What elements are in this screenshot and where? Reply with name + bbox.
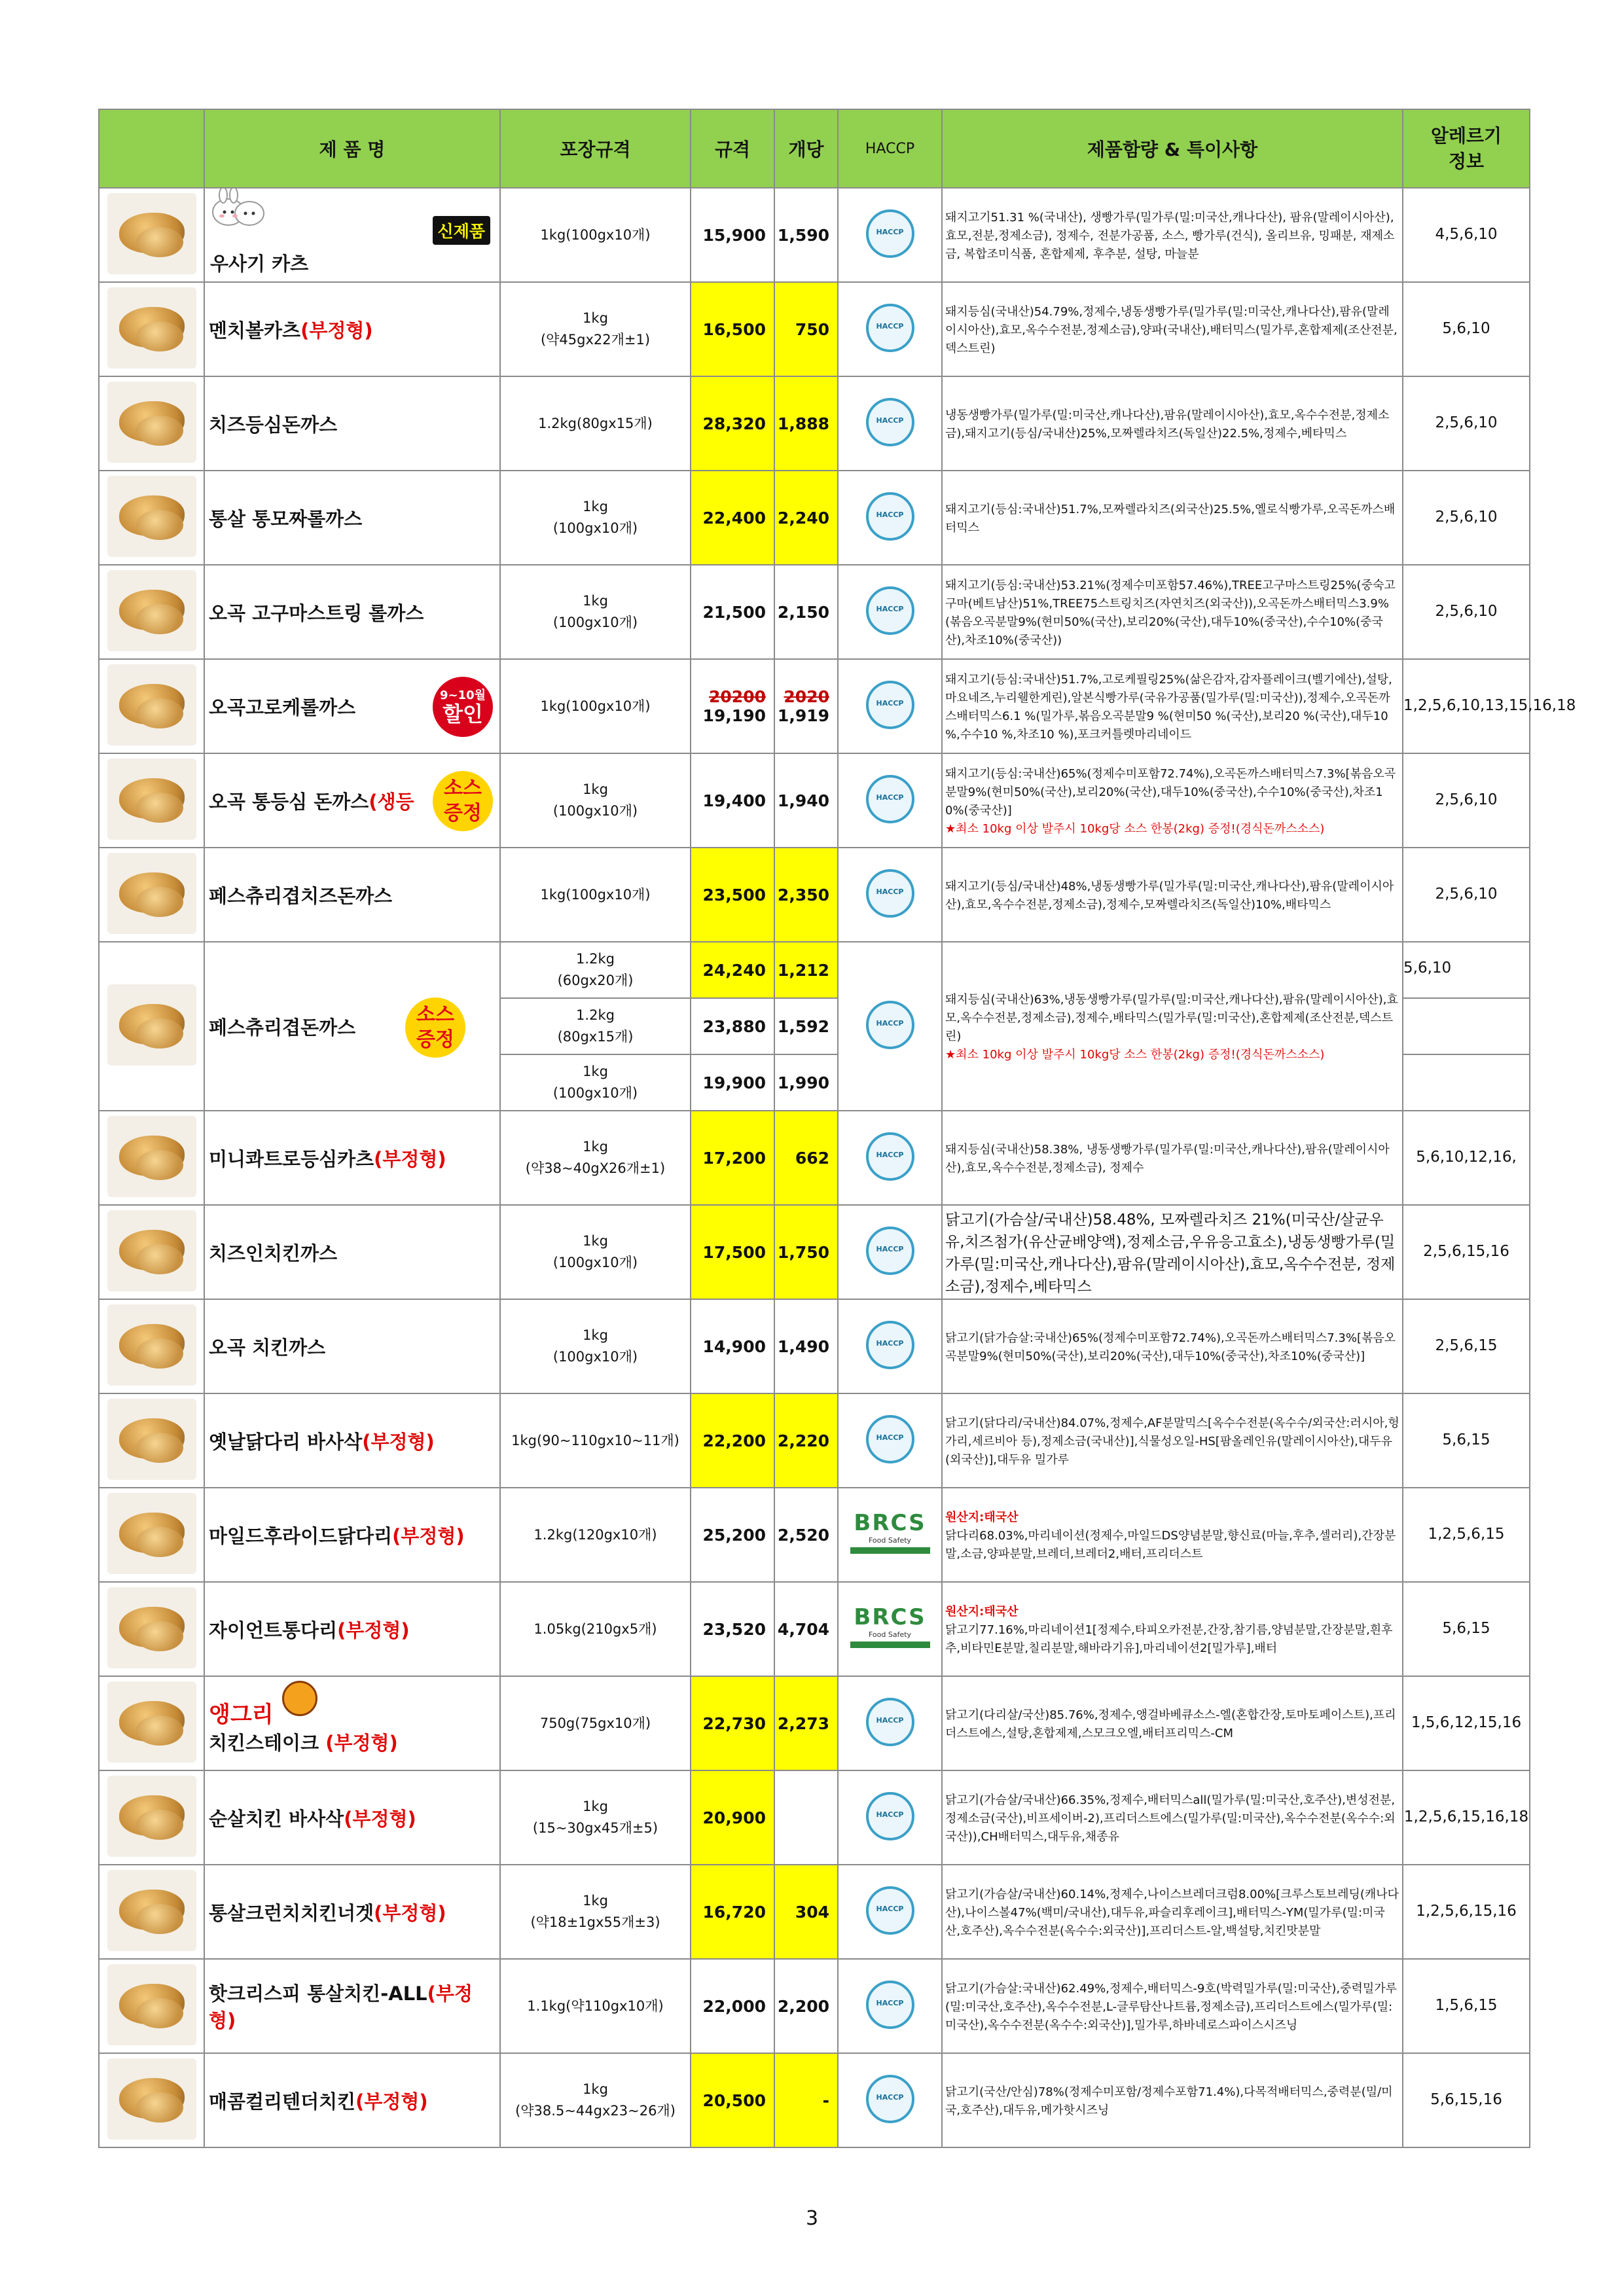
product-image-cell bbox=[99, 471, 204, 565]
price: 17,200 bbox=[691, 1111, 774, 1205]
haccp-mark-icon: HACCP bbox=[866, 1321, 914, 1369]
pack-spec: 1kg (100gx10개) bbox=[500, 565, 691, 659]
header-name: 제 품 명 bbox=[204, 109, 500, 188]
product-image-cell bbox=[99, 1582, 204, 1676]
product-photo bbox=[107, 287, 196, 368]
product-image-cell bbox=[99, 1770, 204, 1865]
header-unit: 개당 bbox=[774, 109, 838, 188]
price: 23,880 bbox=[691, 998, 774, 1054]
pack-spec: 1kg (약38.5~44gx23~26개) bbox=[500, 2053, 691, 2147]
certification-cell bbox=[838, 1205, 942, 1299]
old-unit-price: 2020 bbox=[784, 687, 829, 706]
product-desc: 닭고기(닭다리/국내산)84.07%,정제수,AF분말믹스[옥수수전분(옥수수/외국산:러시아,헝가리,세르비아 등),정제소금(국내산)],식물성오일-HS[팜올레인유(말레이시아산),대두유(외국산)],대두유 밀가루 bbox=[942, 1393, 1403, 1488]
price: 19,900 bbox=[691, 1054, 774, 1111]
price: 22,730 bbox=[691, 1676, 774, 1770]
product-image-cell bbox=[99, 1676, 204, 1770]
product-name: 미니콰트로등심카츠 bbox=[209, 1147, 374, 1170]
product-name: 통살 통모짜롤까스 bbox=[209, 507, 363, 530]
certification-cell bbox=[838, 1488, 942, 1582]
product-name: 마일드후라이드닭다리 bbox=[209, 1524, 393, 1547]
table-row bbox=[99, 565, 1530, 659]
product-photo bbox=[107, 1776, 196, 1857]
shape-tag: (부정형) bbox=[374, 1901, 446, 1924]
price: 20,900 bbox=[691, 1770, 774, 1865]
price: 22,000 bbox=[691, 1959, 774, 2053]
brand-angry: 앵그리 bbox=[209, 1702, 274, 1728]
unit-price bbox=[774, 1770, 838, 1865]
pack-spec: 1kg (100gx10개) bbox=[500, 1054, 691, 1111]
product-photo bbox=[107, 1304, 196, 1386]
haccp-mark-icon: HACCP bbox=[866, 1886, 914, 1935]
promo-note: ★최소 10kg 이상 발주시 10kg당 소스 한봉(2kg) 증정!(경식돈까스소스) bbox=[945, 821, 1325, 836]
allergy-info: 1,2,5,6,15,16,18 bbox=[1403, 1770, 1530, 1865]
product-desc: 원산지:태국산 닭고기77.16%,마리네이션1[정제수,타피오카전분,간장,참기름,양념분말,간장분말,흰후추,비타민E분말,칠리분말,해바라기유],마리네이션2[밀가루],배터 bbox=[942, 1582, 1403, 1676]
product-name: 페스츄리겹치즈돈까스 bbox=[209, 884, 393, 907]
price: 25,200 bbox=[691, 1488, 774, 1582]
product-desc: 돼지고기51.31 %(국내산), 생빵가루(밀가루(밀:미국산,캐나다산), 팜유(말레이시아산),효모,전분,정제소금), 정제수, 전분가공품, 소스, 빵가루(건식), 올리브유, 밍패분, 재제소금, 복합조미식품, 혼합제제, 후추분, 설탕, 마늘분 bbox=[942, 188, 1403, 282]
certification-cell bbox=[838, 376, 942, 471]
allergy-info: 1,2,5,6,10,13,15,16,18 bbox=[1403, 659, 1530, 753]
product-table bbox=[98, 109, 1576, 2148]
pack-spec: 1kg (100gx10개) bbox=[500, 1205, 691, 1299]
certification-cell bbox=[838, 1770, 942, 1865]
product-photo bbox=[107, 1681, 196, 1763]
shape-tag: (부정형) bbox=[344, 1807, 416, 1830]
product-name-cell bbox=[204, 848, 500, 942]
table-row bbox=[99, 1111, 1530, 1205]
haccp-mark-icon: HACCP bbox=[866, 1132, 914, 1181]
shape-tag: (부정형) bbox=[337, 1619, 410, 1641]
certification-cell bbox=[838, 188, 942, 282]
product-name-cell bbox=[204, 565, 500, 659]
product-name-cell bbox=[204, 753, 500, 848]
price: 17,500 bbox=[691, 1205, 774, 1299]
product-image-cell bbox=[99, 659, 204, 753]
haccp-mark-icon: HACCP bbox=[866, 1981, 914, 2029]
unit-price: 1,212 bbox=[774, 942, 838, 998]
product-name: 오곡 고구마스트링 롤까스 bbox=[209, 601, 424, 624]
product-name: 멘치볼카츠 bbox=[209, 319, 301, 342]
sauce-gift-badge: 소스 증정 bbox=[405, 997, 465, 1058]
price: 23,520 bbox=[691, 1582, 774, 1676]
header-pack: 포장규격 bbox=[500, 109, 691, 188]
unit-price: 2,273 bbox=[774, 1676, 838, 1770]
allergy-empty bbox=[1403, 1054, 1530, 1111]
product-image-cell bbox=[99, 1205, 204, 1299]
product-image-cell bbox=[99, 1959, 204, 2053]
product-name-cell bbox=[204, 1770, 500, 1865]
table-row bbox=[99, 282, 1530, 376]
table-row bbox=[99, 188, 1530, 282]
pack-spec: 1kg (100gx10개) bbox=[500, 471, 691, 565]
haccp-mark-icon: HACCP bbox=[866, 586, 914, 635]
table-header-row bbox=[99, 109, 1530, 188]
table-row bbox=[99, 659, 1530, 753]
table-row bbox=[99, 1959, 1530, 2053]
shape-tag: (부정형) bbox=[355, 2090, 428, 2113]
unit-price: 2,240 bbox=[774, 471, 838, 565]
product-desc: 닭고기(가슴살/국내산)60.14%,정제수,나이스브레더크럼8.00%[크루스토브레딩(캐나다산),나이스볼47%(백미/국내산),대두유,파슬리후레이크],배터믹스-YM(밀가루(밀:미국산,호주산),옥수수전분(옥수수:외국산)],프리더스트-알,백설탕,치킨맛분말 bbox=[942, 1865, 1403, 1959]
product-desc: 닭고기(가슴살/국내산)66.35%,정제수,배터믹스all(밀가루(밀:미국산,호주산),변성전분,정제소금(국산),비프세이버-2),프리더스트에스(밀가루(밀:미국산),옥수수전분(옥수수:외국산)),CH배터믹스,대두유,채종유 bbox=[942, 1770, 1403, 1865]
haccp-mark-icon: HACCP bbox=[866, 304, 914, 352]
sauce-gift-badge: 소스 증정 bbox=[433, 771, 493, 831]
page-number: 3 bbox=[805, 2207, 819, 2230]
product-name-cell bbox=[204, 2053, 500, 2147]
pack-spec: 750g(75gx10개) bbox=[500, 1676, 691, 1770]
angry-logo-icon bbox=[282, 1681, 317, 1716]
price: 15,900 bbox=[691, 188, 774, 282]
product-desc: 돼지고기(등심:국내산)65%(정제수미포함72.74%),오곡돈까스배터믹스7.3%[볶음오곡분말9%(현미50%(국산),보리20%(국산),대두10%(중국산),수수10%(중국산),차조10%(중국산)] ★최소 10kg 이상 발주시 10kg당 소스 한봉(2kg) 증정!(경식돈까스소스) bbox=[942, 753, 1403, 848]
allergy-info: 2,5,6,10 bbox=[1403, 848, 1530, 942]
product-name-cell bbox=[204, 659, 500, 753]
product-photo bbox=[107, 759, 196, 840]
product-name-cell bbox=[204, 1393, 500, 1488]
unit-price: 2,200 bbox=[774, 1959, 838, 2053]
price: 14,900 bbox=[691, 1299, 774, 1393]
allergy-info: 1,2,5,6,15,16 bbox=[1403, 1865, 1530, 1959]
product-desc: 돼지고기(등심:국내산)51.7%,모짜렐라치즈(외국산)25.5%,옐로식빵가루,오곡돈까스배터믹스 bbox=[942, 471, 1403, 565]
haccp-mark-icon: HACCP bbox=[866, 1415, 914, 1463]
product-photo bbox=[107, 1116, 196, 1197]
certification-cell bbox=[838, 1582, 942, 1676]
product-desc: 닭고기(다리살/국산)85.76%,정제수,앵걸바베큐소스-엘(혼합간장,토마토페이스트),프리더스트에스,설탕,혼합제제,스모크오엘,배터프리믹스-CM bbox=[942, 1676, 1403, 1770]
product-name: 순살치킨 바사삭 bbox=[209, 1807, 344, 1830]
unit-price: 662 bbox=[774, 1111, 838, 1205]
product-desc: 닭고기(가슴살/국내산)58.48%, 모짜렐라치즈 21%(미국산/살균우유,치즈첨가(유산균배양액),정제소금,우유응고효소),냉동생빵가루(밀가루(밀:미국산,캐나다산),팜유(말레이시아산),효모,옥수수전분, 정제소금),정제수,베타믹스 bbox=[942, 1205, 1403, 1299]
pack-spec: 1kg(100gx10개) bbox=[500, 659, 691, 753]
product-photo bbox=[107, 1964, 196, 2045]
product-name-cell bbox=[204, 1676, 500, 1770]
product-desc: 냉동생빵가루(밀가루(밀:미국산,캐나다산),팜유(말레이시아산),효모,옥수수전분,정제소금),돼지고기(등심/국내산)25%,모짜렐라치즈(독일산)22.5%,정제수,베타믹스 bbox=[942, 376, 1403, 471]
table-row bbox=[99, 848, 1530, 942]
allergy-info: 1,5,6,12,15,16 bbox=[1403, 1676, 1530, 1770]
allergy-info: 5,6,10,12,16, bbox=[1403, 1111, 1530, 1205]
allergy-info: 1,5,6,15 bbox=[1403, 1959, 1530, 2053]
haccp-mark-icon: HACCP bbox=[866, 775, 914, 823]
haccp-mark-icon: HACCP bbox=[866, 492, 914, 541]
product-name: 자이언트통다리 bbox=[209, 1619, 338, 1641]
pack-spec: 1kg(90~110gx10~11개) bbox=[500, 1393, 691, 1488]
allergy-info: 5,6,15,16 bbox=[1403, 2053, 1530, 2147]
allergy-info: 1,2,5,6,15 bbox=[1403, 1488, 1530, 1582]
unit-price: 1,590 bbox=[774, 188, 838, 282]
allergy-info: 5,6,15 bbox=[1403, 1582, 1530, 1676]
price: 20,500 bbox=[691, 2053, 774, 2147]
product-photo bbox=[107, 2058, 196, 2140]
allergy-info: 2,5,6,15 bbox=[1403, 1299, 1530, 1393]
price: 22,200 bbox=[691, 1393, 774, 1488]
allergy-info: 5,6,10 bbox=[1403, 942, 1530, 998]
product-photo bbox=[107, 853, 196, 934]
shape-tag: (부정형) bbox=[300, 319, 373, 342]
product-photo bbox=[107, 193, 196, 274]
product-image-cell bbox=[99, 1865, 204, 1959]
origin-label: 원산지:태국산 bbox=[945, 1511, 1019, 1525]
origin-label: 원산지:태국산 bbox=[945, 1605, 1019, 1619]
product-desc: 돼지고기(등심:국내산)51.7%,고로케필링25%(삶은감자,감자플레이크(벨기에산),설탕,마요네즈,누리웰한게린),알본식빵가루(국유가공품(밀가루(밀:미국산)),정제수,오곡돈까스배터믹스6.1 %(밀가루,볶음오곡분말9 %(현미50 %(국산),보리20 %(국산),대두10 %,수수10 %,차조10 %),포크커틀렛마리네이드 bbox=[942, 659, 1403, 753]
product-desc: 돼지등심(국내산)54.79%,정제수,냉동생빵가루(밀가루(밀:미국산,캐나다산),팜유(말레이시아산),효모,옥수수전분,정제소금),양파(국내산),배터믹스(밀가루,혼합제제(조산전분,덱스트린) bbox=[942, 282, 1403, 376]
header-allergy: 알레르기 정보 bbox=[1403, 109, 1530, 188]
product-name: 매콤컬리텐더치킨 bbox=[209, 2090, 356, 2113]
product-name: 페스츄리겹돈까스 bbox=[209, 1016, 356, 1039]
product-name-cell bbox=[204, 1582, 500, 1676]
table-row bbox=[99, 376, 1530, 471]
pack-spec: 1kg (100gx10개) bbox=[500, 1299, 691, 1393]
product-photo bbox=[107, 1399, 196, 1480]
allergy-info: 2,5,6,10 bbox=[1403, 753, 1530, 848]
pack-spec: 1.2kg (80gx15개) bbox=[500, 998, 691, 1054]
pack-spec: 1kg (약45gx22개±1) bbox=[500, 282, 691, 376]
unit-price: 2,350 bbox=[774, 848, 838, 942]
unit-price: 1,940 bbox=[774, 753, 838, 848]
allergy-info: 2,5,6,10 bbox=[1403, 565, 1530, 659]
certification-cell bbox=[838, 1959, 942, 2053]
allergy-info: 5,6,15 bbox=[1403, 1393, 1530, 1488]
certification-cell bbox=[838, 471, 942, 565]
certification-cell bbox=[838, 1393, 942, 1488]
product-name-cell bbox=[204, 942, 500, 1111]
product-name-cell bbox=[204, 471, 500, 565]
unit-price: 2,520 bbox=[774, 1488, 838, 1582]
header-haccp: HACCP bbox=[838, 109, 942, 188]
table-row bbox=[99, 1676, 1530, 1770]
pack-spec: 1kg (약38~40gX26개±1) bbox=[500, 1111, 691, 1205]
unit-price: 1,990 bbox=[774, 1054, 838, 1111]
certification-cell bbox=[838, 1865, 942, 1959]
certification-cell bbox=[838, 565, 942, 659]
product-desc: 돼지등심(국내산)58.38%, 냉동생빵가루(밀가루(밀:미국산,캐나다산),팜유(말레이시아산),효모,옥수수전분,정제소금), 정제수 bbox=[942, 1111, 1403, 1205]
price: 21,500 bbox=[691, 565, 774, 659]
product-photo bbox=[107, 382, 196, 463]
product-name-cell bbox=[204, 376, 500, 471]
unit-price: 750 bbox=[774, 282, 838, 376]
allergy-info: 2,5,6,15,16 bbox=[1403, 1205, 1530, 1299]
old-price: 20200 bbox=[709, 687, 766, 706]
product-desc: 돼지등심(국내산)63%,냉동생빵가루(밀가루(밀:미국산,캐나다산),팜유(말레이시아산),효모,옥수수전분,정제소금),정제수,배타믹스(밀가루(밀:미국산),혼합제제(조산전분,덱스트린) ★최소 10kg 이상 발주시 10kg당 소스 한봉(2kg) 증정!(경식돈까스소스) bbox=[942, 942, 1403, 1111]
table-row bbox=[99, 1205, 1530, 1299]
allergy-empty bbox=[1403, 998, 1530, 1054]
table-row bbox=[99, 1393, 1530, 1488]
unit-price: - bbox=[774, 2053, 838, 2147]
shape-tag: (부정형) bbox=[319, 1732, 398, 1754]
pack-spec: 1kg (약18±1gx55개±3) bbox=[500, 1865, 691, 1959]
product-desc: 닭고기(닭가슴살:국내산)65%(정제수미포함72.74%),오곡돈까스배터믹스7.3%[볶음오곡분말9%(현미50%(국산),보리20%(국산),대두10%(중국산),차조10%(중국산)] bbox=[942, 1299, 1403, 1393]
price: 28,320 bbox=[691, 376, 774, 471]
header-image bbox=[99, 109, 204, 188]
product-desc: 돼지고기(등심:국내산)53.21%(정제수미포함57.46%),TREE고구마스트링25%(중숙고구마(베트남산)51%,TREE75스트링치즈(자연치즈(외국산)),오곡돈까스배터믹스3.9%(볶음오곡분말9%(현미50%(국산),보리20%(국산),대두10%(중국산),수수10%(중국산),차조10%(중국산)) bbox=[942, 565, 1403, 659]
product-image-cell bbox=[99, 753, 204, 848]
header-price: 규격 bbox=[691, 109, 774, 188]
unit-price: 1,490 bbox=[774, 1299, 838, 1393]
product-image-cell bbox=[99, 1393, 204, 1488]
shape-tag: (부정형) bbox=[392, 1524, 465, 1547]
unit-price: 1,750 bbox=[774, 1205, 838, 1299]
product-photo bbox=[107, 664, 196, 745]
product-desc: 돼지고기(등심/국내산)48%,냉동생빵가루(밀가루(밀:미국산,캐나다산),팜유(말레이시아산),효모,옥수수전분,정제소금),정제수,모짜렐라치즈(독일산)10%,배타믹스 bbox=[942, 848, 1403, 942]
sale-badge: 9~10월 할인 bbox=[433, 677, 493, 737]
pack-spec: 1.1kg(약110gx10개) bbox=[500, 1959, 691, 2053]
product-name-cell bbox=[204, 282, 500, 376]
pack-spec: 1kg (100gx10개) bbox=[500, 753, 691, 848]
product-name: 오곡 치킨까스 bbox=[209, 1336, 326, 1359]
pack-spec: 1.2kg(80gx15개) bbox=[500, 376, 691, 471]
price: 20200 19,190 bbox=[691, 659, 774, 753]
unit-price: 304 bbox=[774, 1865, 838, 1959]
price: 23,500 bbox=[691, 848, 774, 942]
product-image-cell bbox=[99, 376, 204, 471]
certification-cell bbox=[838, 1299, 942, 1393]
price: 24,240 bbox=[691, 942, 774, 998]
haccp-mark-icon: HACCP bbox=[866, 1792, 914, 1840]
product-name: 우사기 카츠 bbox=[210, 253, 309, 275]
price: 16,500 bbox=[691, 282, 774, 376]
certification-cell bbox=[838, 659, 942, 753]
product-photo bbox=[107, 1210, 196, 1291]
haccp-mark-icon: HACCP bbox=[866, 1698, 914, 1746]
product-name: 치즈인치킨까스 bbox=[209, 1242, 338, 1265]
product-name-cell bbox=[204, 1111, 500, 1205]
unit-price: 2,220 bbox=[774, 1393, 838, 1488]
haccp-mark-icon: HACCP bbox=[866, 2075, 914, 2123]
unit-price: 4,704 bbox=[774, 1582, 838, 1676]
product-photo bbox=[107, 984, 196, 1066]
product-photo bbox=[107, 476, 196, 557]
product-name: 오곡 통등심 돈까스 bbox=[209, 790, 369, 813]
brcs-certification-icon: BRCS Food Safety bbox=[850, 1604, 930, 1654]
table-row bbox=[99, 942, 1530, 998]
haccp-mark-icon: HACCP bbox=[866, 1227, 914, 1275]
table-row bbox=[99, 1582, 1530, 1676]
product-name: 오곡고로케롤까스 bbox=[209, 696, 356, 719]
product-name-cell bbox=[204, 1959, 500, 2053]
product-image-cell bbox=[99, 565, 204, 659]
certification-cell bbox=[838, 1676, 942, 1770]
haccp-mark-icon: HACCP bbox=[866, 209, 914, 258]
table-row bbox=[99, 1770, 1530, 1865]
price: 22,400 bbox=[691, 471, 774, 565]
pack-spec: 1.05kg(210gx5개) bbox=[500, 1582, 691, 1676]
pack-spec: 1.2kg(120gx10개) bbox=[500, 1488, 691, 1582]
shape-tag: (부정형) bbox=[362, 1430, 435, 1453]
allergy-info: 5,6,10 bbox=[1403, 282, 1530, 376]
pack-spec: 1kg(100gx10개) bbox=[500, 188, 691, 282]
shape-tag: (부정형) bbox=[374, 1147, 446, 1170]
table-row bbox=[99, 2053, 1530, 2147]
product-image-cell bbox=[99, 1488, 204, 1582]
product-image-cell bbox=[99, 942, 204, 1111]
haccp-mark-icon: HACCP bbox=[866, 869, 914, 918]
haccp-mark-icon: HACCP bbox=[866, 681, 914, 729]
product-name: 치킨스테이크 bbox=[209, 1732, 319, 1754]
product-image-cell bbox=[99, 848, 204, 942]
haccp-mark-icon: HACCP bbox=[866, 1001, 914, 1049]
price: 16,720 bbox=[691, 1865, 774, 1959]
header-desc: 제품함량 & 특이사항 bbox=[942, 109, 1403, 188]
product-image-cell bbox=[99, 282, 204, 376]
product-desc: 닭고기(가슴살:국내산)62.49%,정제수,배터믹스-9호(박력밀가루(밀:미국산),중력밀가루(밀:미국산,호주산),옥수수전분,L-글루탐산나트륨,정제소금),프리더스트에스(밀가루(밀:미국산),옥수수전분(옥수수:외국산)],밀가루,하바네로스파이스시즈닝 bbox=[942, 1959, 1403, 2053]
product-image-cell bbox=[99, 2053, 204, 2147]
product-desc: 닭고기(국산/안심)78%(정제수미포함/정제수포함71.4%),다목적배터믹스,중력분(밀/미국,호주산),대두유,메가핫시즈닝 bbox=[942, 2053, 1403, 2147]
product-photo bbox=[107, 570, 196, 651]
product-photo bbox=[107, 1493, 196, 1574]
certification-cell bbox=[838, 753, 942, 848]
product-name: 통살크런치치킨너겟 bbox=[209, 1901, 374, 1924]
promo-note: ★최소 10kg 이상 발주시 10kg당 소스 한봉(2kg) 증정!(경식돈까스소스) bbox=[945, 1047, 1325, 1062]
pack-spec: 1kg(100gx10개) bbox=[500, 848, 691, 942]
table-row bbox=[99, 1299, 1530, 1393]
product-name: 치즈등심돈까스 bbox=[209, 413, 338, 436]
shape-tag: (부정형) bbox=[209, 1982, 473, 2032]
product-image-cell bbox=[99, 1111, 204, 1205]
price: 19,400 bbox=[691, 753, 774, 848]
allergy-info: 4,5,6,10 bbox=[1403, 188, 1530, 282]
pack-spec: 1.2kg (60gx20개) bbox=[500, 942, 691, 998]
haccp-cell bbox=[838, 942, 942, 1111]
product-name-cell bbox=[204, 1205, 500, 1299]
allergy-info: 2,5,6,10 bbox=[1403, 376, 1530, 471]
certification-cell bbox=[838, 282, 942, 376]
unit-price: 1,888 bbox=[774, 376, 838, 471]
product-photo bbox=[107, 1870, 196, 1951]
product-name-cell bbox=[204, 188, 500, 282]
allergy-info: 2,5,6,10 bbox=[1403, 471, 1530, 565]
shape-tag: (생등 bbox=[369, 790, 414, 813]
unit-price: 2,150 bbox=[774, 565, 838, 659]
table-row bbox=[99, 753, 1530, 848]
product-photo bbox=[107, 1587, 196, 1668]
product-image-cell bbox=[99, 1299, 204, 1393]
unit-price: 2020 1,919 bbox=[774, 659, 838, 753]
product-name-cell bbox=[204, 1299, 500, 1393]
product-name-cell bbox=[204, 1865, 500, 1959]
new-product-badge: 신제품 bbox=[433, 216, 490, 245]
table-row bbox=[99, 1488, 1530, 1582]
unit-price: 1,592 bbox=[774, 998, 838, 1054]
haccp-mark-icon: HACCP bbox=[866, 398, 914, 446]
certification-cell bbox=[838, 848, 942, 942]
certification-cell bbox=[838, 1111, 942, 1205]
product-desc: 원산지:태국산 닭다리68.03%,마리네이션(정제수,마일드DS양념분말,향신료(마늘,후추,셀러리),간장분말,소금,양파분말,브레더,브레더2,배터,프리더스트 bbox=[942, 1488, 1403, 1582]
product-name-cell bbox=[204, 1488, 500, 1582]
table-row bbox=[99, 471, 1530, 565]
rabbit-mascot-icon bbox=[209, 188, 268, 230]
certification-cell bbox=[838, 2053, 942, 2147]
pack-spec: 1kg (15~30gx45개±5) bbox=[500, 1770, 691, 1865]
product-image-cell bbox=[99, 188, 204, 282]
product-name: 옛날닭다리 바사삭 bbox=[209, 1430, 363, 1453]
table-row bbox=[99, 1865, 1530, 1959]
product-name: 핫크리스피 통살치킨-ALL bbox=[209, 1982, 427, 2005]
brcs-certification-icon: BRCS Food Safety bbox=[850, 1510, 930, 1560]
